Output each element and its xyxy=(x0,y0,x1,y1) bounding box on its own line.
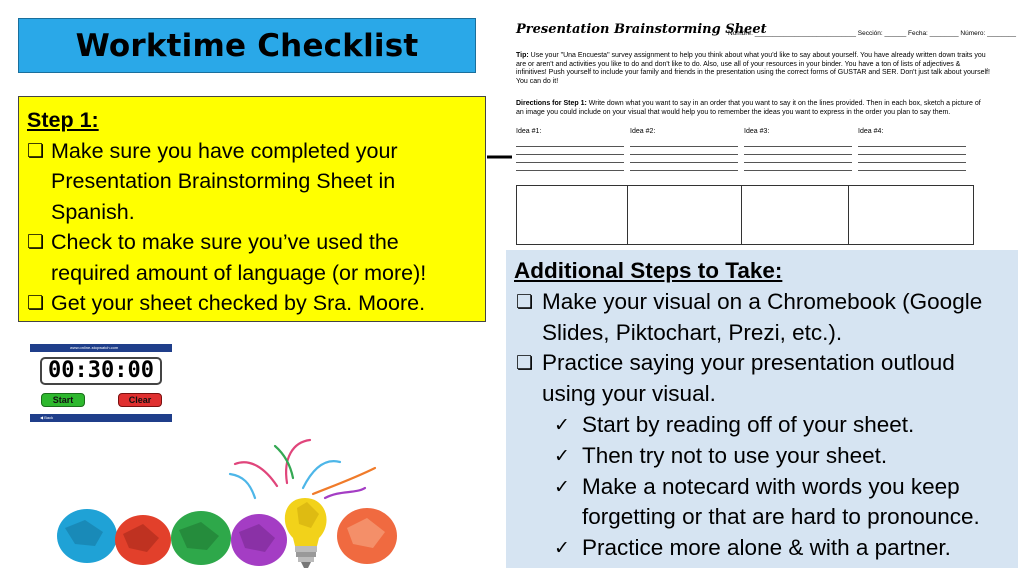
additional-sub-item-text xyxy=(582,441,887,472)
paper-balls xyxy=(57,508,397,566)
additional-steps-box xyxy=(506,250,1018,568)
step1-item xyxy=(27,136,477,228)
step1-list xyxy=(27,136,477,319)
additional-sub-item xyxy=(514,441,1008,472)
timer-clear-button[interactable]: Clear xyxy=(118,393,162,407)
additional-item-line: Practice saying your presentation outloud xyxy=(542,350,955,376)
additional-sub-item-line: Practice more alone & with a partner. xyxy=(582,535,951,561)
timer-display: 00:30:00 xyxy=(40,357,162,385)
sheet-writing-line xyxy=(858,146,966,147)
sheet-idea-1: Idea #1: xyxy=(516,128,542,135)
sheet-writing-line xyxy=(516,154,624,155)
sheet-writing-line xyxy=(858,170,966,171)
brainstorming-sheet-image xyxy=(512,18,1017,248)
timer-start-button[interactable]: Start xyxy=(41,393,85,407)
step1-item-line: Presentation Brainstorming Sheet in xyxy=(51,169,396,193)
additional-item-line: Slides, Piktochart, Prezi, etc.). xyxy=(542,319,843,345)
sheet-writing-line xyxy=(858,154,966,155)
sheet-writing-line xyxy=(630,162,738,163)
additional-sub-item-text xyxy=(582,533,951,564)
step1-box xyxy=(18,96,486,322)
sheet-title: Presentation Brainstorming Sheet xyxy=(516,22,767,37)
checkmark-icon: ✓ xyxy=(554,413,570,436)
additional-sub-item-line: forgetting or that are hard to pronounce. xyxy=(582,504,980,530)
additional-sub-item-text xyxy=(582,472,980,534)
page-title: Worktime Checklist xyxy=(75,27,419,64)
sheet-idea-2: Idea #2: xyxy=(630,128,656,135)
step1-item-text xyxy=(51,288,425,319)
step1-item-line: Get your sheet checked by Sra. Moore. xyxy=(51,291,426,315)
additional-item-text xyxy=(542,348,955,410)
additional-item-line: using your visual. xyxy=(542,381,716,407)
paper-balls-lightbulb-illustration xyxy=(55,428,400,576)
additional-sub-item xyxy=(514,472,1008,534)
sheet-writing-line xyxy=(630,170,738,171)
sheet-writing-line xyxy=(516,162,624,163)
checkmark-icon: ✓ xyxy=(554,475,570,498)
title-banner xyxy=(18,18,476,73)
sheet-idea-4: Idea #4: xyxy=(858,128,884,135)
additional-sub-item-text xyxy=(582,410,914,441)
additional-item xyxy=(514,348,1008,410)
sheet-tip: Tip: Use your "Una Encuesta" survey assignment to help you think about what you'd like to say about yourself. You have already written down traits you are or aren't and activities you like to do and don't like to do. Also, use all of your resources in your binder. You have a ton of lists of adjectives & infinitives! Push yourself to include your family and friends in the presentation using the correct forms of GUSTAR and SER. Don't just talk about yourself! You can do it! xyxy=(516,52,990,85)
step1-item-line: Spanish. xyxy=(51,199,135,224)
sheet-writing-line xyxy=(744,162,852,163)
additional-item xyxy=(514,287,1008,349)
checkbox-bullet-icon: ❏ xyxy=(27,139,45,162)
checkbox-bullet-icon: ❏ xyxy=(516,352,534,375)
sheet-writing-line xyxy=(858,162,966,163)
sheet-idea-3: Idea #3: xyxy=(744,128,770,135)
additional-list xyxy=(514,287,1008,564)
additional-sub-item-line: Make a notecard with words you keep xyxy=(582,473,960,499)
sheet-writing-line xyxy=(516,170,624,171)
sheet-writing-line xyxy=(744,170,852,171)
step1-item-text xyxy=(51,227,426,288)
additional-sub-item-line: Start by reading off of your sheet. xyxy=(582,411,915,437)
additional-item-line: Make your visual on a Chromebook (Google xyxy=(542,288,983,314)
additional-sub-item xyxy=(514,410,1008,441)
step1-heading: Step 1: xyxy=(27,108,99,132)
checkbox-bullet-icon: ❏ xyxy=(27,231,45,253)
step1-item-line: Make sure you have completed your xyxy=(51,138,398,163)
step1-item xyxy=(27,288,477,319)
additional-heading: Additional Steps to Take: xyxy=(514,258,783,283)
sheet-sketch-boxes xyxy=(516,185,974,245)
additional-sub-item xyxy=(514,533,1008,564)
timer-url: www.online-stopwatch.com xyxy=(70,345,119,350)
step1-item-line: required amount of language (or more)! xyxy=(51,260,427,285)
sheet-directions: Directions for Step 1: Write down what you want to say in an order that you want to say it on the lines provided. Then in each box, sketch a picture of an image you could include on your visual that would help you to remember the ideas you want to express in the order you plan to say them. xyxy=(516,100,981,116)
sheet-writing-line xyxy=(516,146,624,147)
sheet-writing-line xyxy=(744,146,852,147)
idea-swirls xyxy=(230,440,375,498)
additional-sub-item-line: Then try not to use your sheet. xyxy=(582,442,888,468)
step1-item-text xyxy=(51,136,398,228)
countdown-timer xyxy=(30,344,172,422)
lightbulb-icon xyxy=(285,498,327,568)
sheet-writing-line xyxy=(630,154,738,155)
checkmark-icon: ✓ xyxy=(554,444,570,467)
checkbox-bullet-icon: ❏ xyxy=(516,290,534,313)
sheet-fields: Nombre: ____________________________ Sección: ______ Fecha: ________ Número: ________ xyxy=(728,30,1017,37)
timer-back-link[interactable]: ◀ Back xyxy=(40,415,54,420)
checkmark-icon: ✓ xyxy=(554,537,570,560)
step1-item-line: Check to make sure you’ve used the xyxy=(51,230,399,254)
sheet-writing-line xyxy=(630,146,738,147)
checkbox-bullet-icon: ❏ xyxy=(27,292,45,314)
sheet-writing-line xyxy=(744,154,852,155)
additional-item-text xyxy=(542,287,982,349)
step1-item xyxy=(27,227,477,288)
